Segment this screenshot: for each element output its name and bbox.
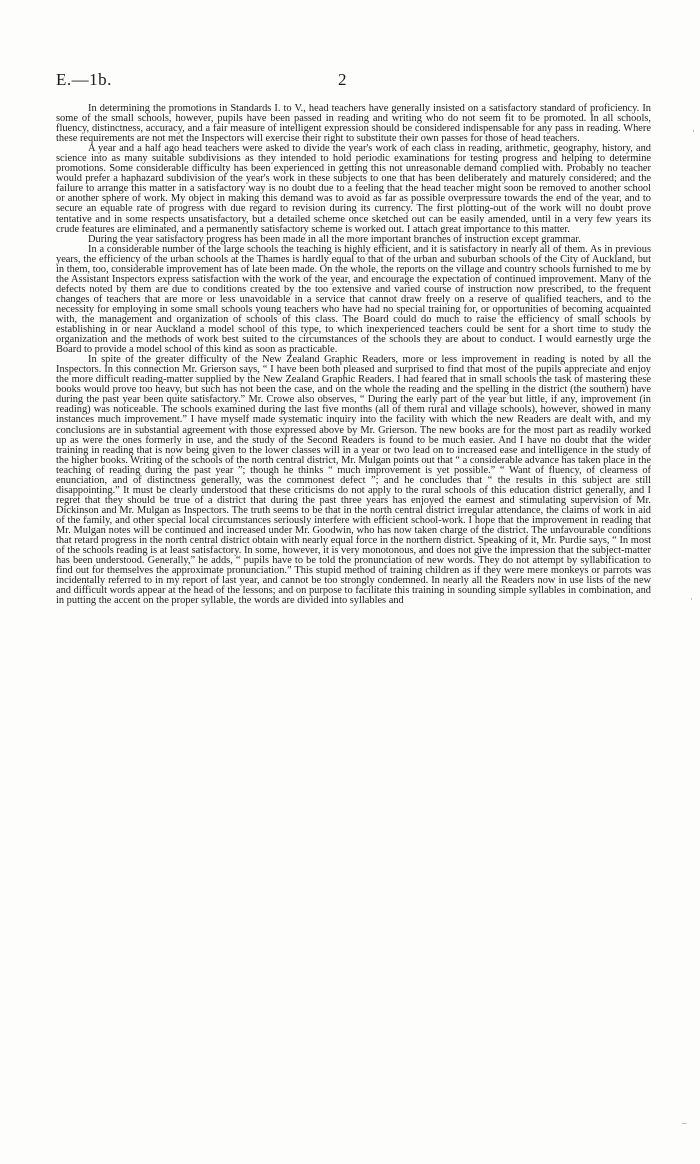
report-code: E.—1b. xyxy=(56,70,112,89)
body-text xyxy=(56,104,651,606)
page-number: 2 xyxy=(338,70,347,89)
paragraph-progress: During the year satisfactory progress has been made in all the more important branches of instruction except grammar. xyxy=(88,233,581,245)
margin-mark: – xyxy=(682,1118,687,1128)
paragraph-subdivisions: A year and a half ago head teachers were asked to divide the year's work of each class in reading, arithmetic, geography, history, and science into as many suitable subdivisions as they intended to hold periodic examinations for testing progress and helping to determine promotions. Some considerable difficulty has been experienced in getting this not unreasonable demand complied with. Probably no teacher would prefer a haphazard subdivision of the year's work in these subjects to one that has been deliberately and maturely considered; and the failure to arrange this matter in a satisfactory way is no doubt due to a feeling that the head teacher might soon be removed to another school or another sphere of work. My object in making this demand was to avoid as far as possible overpressure towards the end of the year, and to secure an equable rate of progress with due regard to revision during its currency. The first plotting-out of the work will no doubt prove tentative and in some respects unsatisfactory, but a detailed scheme once sketched out can be easily amended, until in a very few years its crude features are eliminated, and a permanently satisfactory scheme is worked out. I attach great importance to this matter. xyxy=(56,143,651,235)
margin-mark: · xyxy=(692,126,695,136)
paragraph-reading: In spite of the greater difficulty of the New Zealand Graphic Readers, more or less improvement in reading is noted by all the Inspectors. In this connection Mr. Grierson says, “ I have been both pleased and surprised to find that most of the pupils appreciate and enjoy the more difficult reading-matter supplied by the New Zealand Graphic Readers. I had feared that in small schools the task of mastering these books would prove too heavy, but such has not been the case, and on the whole the reading and the spelling in the district (the southern) have during the past year been quite satisfactory.” Mr. Crowe also observes, “ During the early part of the year but little, if any, improvement (in reading) was noticeable. The schools examined during the last five months (all of them rural and village schools), however, showed in many instances much improvement.” I have myself made systematic inquiry into the facility with which the new Readers are dealt with, and my conclusions are in substantial agreement with those expressed above by Mr. Grierson. The new books are for the most part as readily worked up as were the ones formerly in use, and the study of the Second Readers is found to be much easier. And I have no doubt that the wider training in reading that is now being given to the lower classes will in a year or two lead on to increased ease and intelligence in the study of the higher books. Writing of the schools of the north central district, Mr. Mulgan points out that “ a considerable advance has taken place in the teaching of reading during the past year ”; though he thinks “ much improvement is yet possible.” “ Want of fluency, of clearness of enunciation, and of distinctness generally, was the commonest defect ”; and he concludes that “ the results in this subject are still disappointing.” It must be clearly understood that these criticisms do not apply to the rural schools of this education district generally, and I regret that they should be true of a district that during the past three years has enjoyed the earnest and stimulating supervision of Mr. Dickinson and Mr. Mulgan as Inspectors. The truth seems to be that in the north central district irregular attendance, the claims of work in aid of the family, and other special local circumstances seriously interfere with efficient school-work. I hope that the improvement in reading that Mr. Mulgan notes will be continued and increased under Mr. Goodwin, who has now taken charge of the district. The unfavourable conditions that retard progress in the north central district obtain with nearly equal force in the northern district. Speaking of it, Mr. Purdie says, “ In most of the schools reading is at least satisfactory. In some, however, it is very monotonous, and does not give the impression that the subject-matter has been understood. Generally,” he adds, “ pupils have to be told the pronunciation of new words. They do not attempt by syllabification to find out for themselves the approximate pronunciation.” This stupid method of training children as if they were mere monkeys or parrots was incidentally referred to in my report of last year, and cannot be too strongly condemned. In nearly all the Readers now in use lists of the new and difficult words appear at the head of the lessons; and on purpose to facilitate this training in sounding simple syllables in combination, and in putting the accent on the proper syllable, the words are divided into syllables and xyxy=(56,354,651,607)
margin-mark: · xyxy=(690,594,693,604)
paragraph-large-schools: In a considerable number of the large schools the teaching is highly efficient, and it is satisfactory in nearly all of them. As in previous years, the efficiency of the urban schools at the Thames is hardly equal to that of the urban and suburban schools of the City of Auckland, but in them, too, considerable improvement has of late been made. On the whole, the reports on the village and country schools furnished to me by the Assistant Inspectors express satisfaction with the work of the year, and encourage the expectation of continued improvement. Many of the defects noted by them are due to conditions created by the too extensive and varied course of instruction now prescribed, to the frequent changes of teachers that are more or less unavoidable in a service that cannot draw freely on a reserve of qualified teachers, and to the necessity for employing in some small schools young teachers who have had no special training for, or opportunities of becoming acquainted with, the management and organization of schools of this class. The Board could do much to raise the efficiency of small schools by establishing in or near Auckland a model school of this type, to which inexperienced teachers could be sent for a short time to study the organization and the methods of work best suited to the circumstances of the schools they are about to conduct. I would earnestly urge the Board to provide a model school of this kind as soon as practicable. xyxy=(56,243,651,356)
paragraph-promotions: In determining the promotions in Standards I. to V., head teachers have generally insisted on a satisfactory standard of proficiency. In some of the small schools, however, pupils have been passed in reading and writing who do not seem fit to be promoted. In all schools, fluency, distinctness, accuracy, and a fair measure of intelligent expression should be considered indispensable for any pass in reading. Where these requirements are not met the Inspectors will exercise their right to substitute their own passes for those of head teachers. xyxy=(56,103,651,145)
page-header xyxy=(56,70,656,94)
